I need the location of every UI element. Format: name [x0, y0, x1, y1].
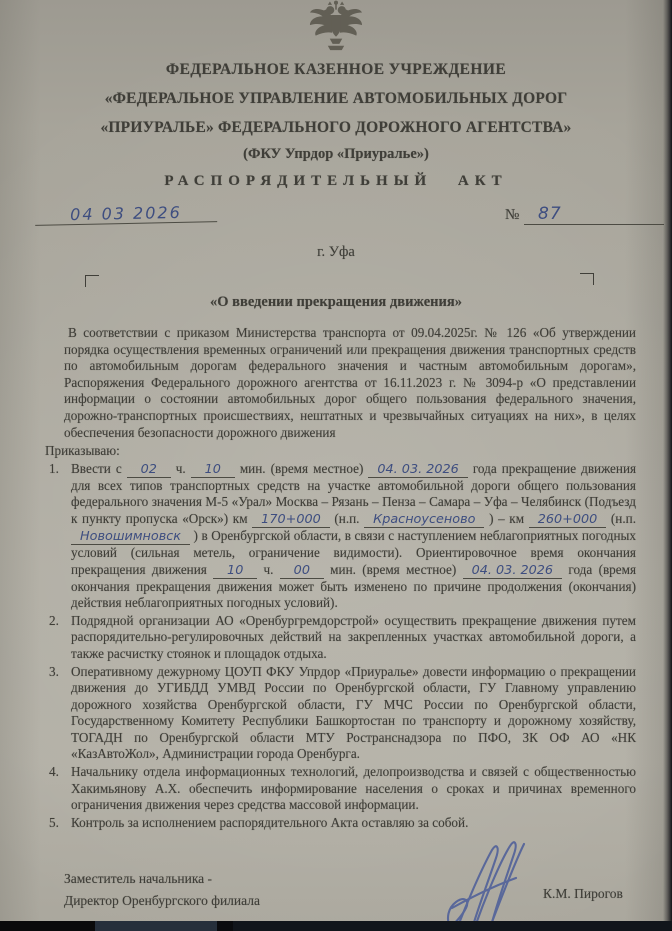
item-number: 3. — [49, 663, 59, 679]
item-number: 4. — [49, 764, 59, 780]
document-body — [0, 325, 672, 831]
handwritten-date: 04 03 2026 — [35, 202, 217, 226]
handwritten-fill: 10 — [191, 463, 235, 478]
resolution-word: Приказываю: — [45, 443, 120, 459]
city-line: г. Уфа — [317, 244, 355, 260]
order-item — [45, 461, 636, 612]
printed-text-run: мин. (время местное) — [239, 460, 364, 476]
order-item — [45, 815, 636, 832]
printed-text-run: Оперативному дежурному ЦОУП ФКУ Упрдор «Приуралье» довести информацию о прекращении движения до УГИБДД УМВД России по Оренбургской области, ГУ Главному управлению дорожного хозяйства Оренбургской области, ГУ МЧС России по Оренбургской области, Государственному Комитету Республики Башкортостан по транспорту и дорожному хозяйству, ТОГАДН по Оренбургской области МТУ Ространснадзора по ПФО, ЗК ОФ АО «НК «КазАвтоЖол», Администрации города Оренбурга. — [71, 663, 636, 762]
printed-text-run: ) – км — [489, 510, 525, 526]
handwritten-fill: 04. 03. 2026 — [463, 564, 562, 579]
printed-text-run: Ввести с — [71, 460, 122, 476]
printed-text-run: Контроль за исполнением распорядительного Акта оставляю за собой. — [71, 814, 469, 830]
handwritten-document-number: 87 — [524, 204, 664, 225]
handwritten-fill: 10 — [213, 564, 257, 579]
printed-text-run: Подрядной организации АО «Оренбургремдорстрой» осуществить прекращение движения путем распорядительно-регулировочных действий на закрепленных участках автомобильной дороги, а также расчистку стоянок и площадок отдыха. — [71, 612, 636, 661]
org-name-line1: ФЕДЕРАЛЬНОЕ КАЗЕННОЕ УЧРЕЖДЕНИЕ — [165, 61, 507, 78]
left-corner-mark-icon — [85, 275, 99, 287]
handwritten-fill: 260+000 — [529, 513, 607, 528]
printed-text-run: года прекращение движения для всех типов транспортных средств на участке автомобильной дороги общего пользования федерального значения М-5 «Урал» Москва – Рязань – Пенза – Самара – Уфа – Челябинск (Подъезд к пункту пропуска «Орск») км — [71, 460, 637, 526]
org-short-name: (ФКУ Упрдор «Приуралье») — [243, 146, 429, 162]
coat-of-arms-double-headed-eagle-icon — [304, 0, 368, 54]
signer-position-line2: Директор Оренбургского филиала — [64, 893, 260, 908]
handwritten-signature — [432, 838, 542, 931]
preamble-paragraph: В соответствии с приказом Министерства транспорта от 09.04.2025г. № 126 «Об утверждении порядка осуществления временных ограничений или прекращения движения транспортных средств по автомобильным дорогам федерального значения и частным автомобильным дорогам», Распоряжения Федерального дорожного агентства от 16.11.2023 г. № 3094-р «О представлении информации о состоянии автомобильных дорог общего пользования федерального значения, дорожно-транспортных происшествиях, нештатных и чрезвычайных ситуациях на них», в целях обеспечения безопасности дорожного движения — [64, 325, 636, 440]
signer-position — [64, 868, 260, 912]
document-type-title: РАСПОРЯДИТЕЛЬНЫЙ АКТ — [164, 173, 508, 189]
handwritten-fill: 04. 03. 2026 — [368, 463, 467, 478]
item-number: 2. — [49, 612, 59, 628]
document-subject: «О введении прекращения движения» — [210, 294, 462, 310]
handwritten-fill: Красноусеново — [364, 513, 484, 528]
handwritten-fill: 170+000 — [252, 513, 330, 528]
handwritten-fill: Новошимновск — [71, 530, 190, 545]
item-number: 1. — [49, 460, 59, 476]
printed-text-run: Начальнику отдела информационных технологий, делопроизводства и связей с общественностью Хакимьянову А.Х. обеспечить информирование населения о сроках и причинах временного ограничения движения через средства массовой информации. — [71, 764, 636, 813]
subject-block — [0, 275, 672, 319]
date-number-row — [0, 204, 672, 238]
signer-position-line1: Заместитель начальника - — [64, 871, 213, 886]
printed-text-run: мин. (время местное) — [330, 561, 457, 577]
printed-text-run: ч. — [263, 561, 274, 577]
item-number: 5. — [49, 814, 59, 830]
printed-text-run: года (время окончания прекращения движения может быть изменено по причине продолжения (окончания) действия неблагоприятных погодных условий). — [71, 561, 637, 611]
scan-bottom-edge — [0, 921, 672, 931]
org-name-line2: «ФЕДЕРАЛЬНОЕ УПРАВЛЕНИЕ АВТОМОБИЛЬНЫХ ДОРОГ — [104, 90, 568, 107]
printed-text-run: ) в Оренбургской области, в связи с наступлением неблагоприятных погодных условий (сильная метель, ограничение видимости). Ориентировочное время окончания прекращения движения — [71, 527, 636, 577]
order-list — [45, 461, 636, 832]
printed-text-run: (н.п. — [334, 510, 360, 526]
scan-right-edge-shadow — [663, 0, 672, 931]
order-item — [45, 613, 636, 663]
number-sign-label: № — [505, 207, 520, 223]
printed-text-run: (н.п. — [610, 510, 636, 526]
printed-text-run: ч. — [175, 460, 186, 476]
handwritten-fill: 00 — [280, 564, 324, 579]
signer-name: К.М. Пирогов — [543, 886, 623, 901]
handwritten-fill: 02 — [127, 463, 171, 478]
org-name-line3: «ПРИУРАЛЬЕ» ФЕДЕРАЛЬНОГО ДОРОЖНОГО АГЕНТСТВА» — [100, 119, 572, 136]
document-header — [0, 61, 672, 190]
order-item — [45, 764, 636, 814]
right-corner-mark-icon — [580, 273, 594, 285]
order-item — [45, 664, 636, 764]
